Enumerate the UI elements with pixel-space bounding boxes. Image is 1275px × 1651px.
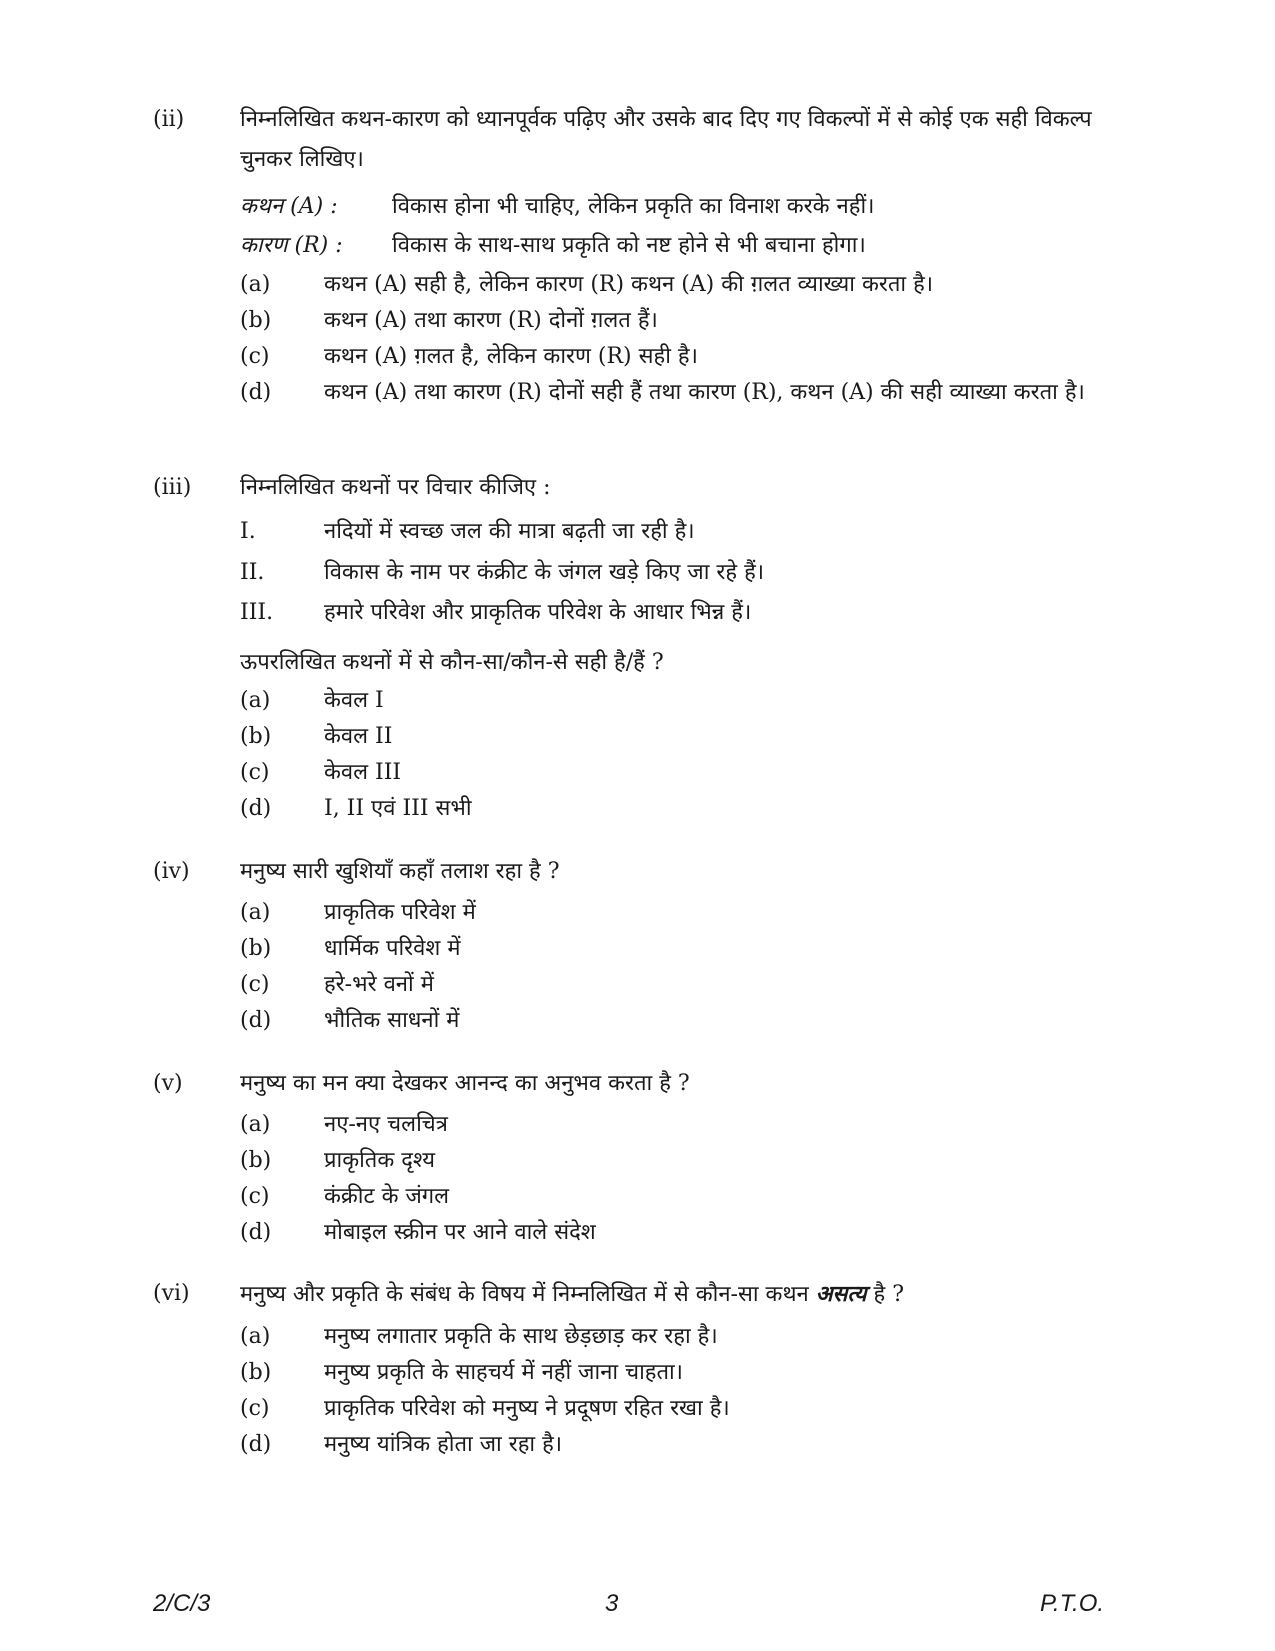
option-text: कंक्रीट के जंगल [324,1184,450,1209]
option-text: मनुष्य यांत्रिक होता जा रहा है। [324,1432,563,1457]
option-text: मनुष्य प्रकृति के साहचर्य में नहीं जाना चाहता। [324,1360,684,1385]
option-text: कथन (A) सही है, लेकिन कारण (R) कथन (A) की ग़लत व्याख्या करता है। [324,272,934,297]
question-number: (ii) [153,107,185,132]
option-label: (d) [240,1220,272,1245]
option-label: (b) [240,1148,272,1173]
prompt-text-before: मनुष्य और प्रकृति के संबंध के विषय में निम्नलिखित में से कौन-सा कथन [240,1282,809,1307]
statement-text: विकास के नाम पर कंक्रीट के जंगल खड़े किए जा रहे हैं। [324,560,765,585]
option-text: प्राकृतिक परिवेश को मनुष्य ने प्रदूषण रहित रखा है। [324,1396,730,1421]
option-label: (c) [240,760,270,785]
option-label: (b) [240,1360,272,1385]
pto-label: P.T.O. [1040,1590,1105,1617]
option-label: (a) [240,1112,271,1137]
option-text: भौतिक साधनों में [324,1008,460,1033]
prompt-text-after: है ? [873,1282,905,1307]
option-label: (d) [240,796,272,821]
question-number: (iii) [153,475,192,500]
question-prompt: निम्नलिखित कथनों पर विचार कीजिए : [240,475,551,500]
option-text: मोबाइल स्क्रीन पर आने वाले संदेश [324,1220,596,1245]
option-label: (b) [240,724,272,749]
statement-text: हमारे परिवेश और प्राकृतिक परिवेश के आधार भिन्न हैं। [324,600,752,625]
option-text: प्राकृतिक परिवेश में [324,900,476,925]
option-text: कथन (A) तथा कारण (R) दोनों ग़लत हैं। [324,308,658,333]
question-number: (iv) [153,859,190,884]
option-label: (d) [240,1008,272,1033]
option-label: (b) [240,936,272,961]
paper-code: 2/C/3 [153,1590,211,1617]
question-number: (vi) [153,1281,190,1306]
page-number: 3 [605,1590,619,1617]
assertion-text: विकास होना भी चाहिए, लेकिन प्रकृति का विनाश करके नहीं। [392,194,875,219]
option-text: केवल I [324,688,384,713]
option-label: (a) [240,688,271,713]
option-label: (a) [240,1324,271,1349]
statement-label: III. [240,600,274,625]
statement-label: II. [240,560,265,585]
assertion-label: कथन (A) : [240,194,338,219]
option-text: कथन (A) ग़लत है, लेकिन कारण (R) सही है। [324,344,698,369]
question-prompt: मनुष्य सारी खुशियाँ कहाँ तलाश रहा है ? [240,859,560,884]
statement-text: नदियों में स्वच्छ जल की मात्रा बढ़ती जा रही है। [324,519,695,544]
prompt-emphasis: असत्य [815,1281,867,1307]
option-label: (a) [240,272,271,297]
reason-text: विकास के साथ-साथ प्रकृति को नष्ट होने से भी बचाना होगा। [392,233,866,258]
reason-label: कारण (R) : [240,233,343,258]
option-label: (c) [240,972,270,997]
option-text: I, II एवं III सभी [324,796,472,821]
question-prompt: निम्नलिखित कथन-कारण को ध्यानपूर्वक पढ़िए और उसके बाद दिए गए विकल्पों में से कोई एक सही विकल्प चुनकर लिखिए। [240,107,1092,172]
option-label: (a) [240,900,271,925]
option-text: कथन (A) तथा कारण (R) दोनों सही हैं तथा कारण (R), कथन (A) की सही व्याख्या करता है। [324,380,1085,405]
statement-label: I. [240,519,256,544]
option-text: प्राकृतिक दृश्य [324,1148,436,1173]
sub-prompt [240,644,1140,681]
option-text: धार्मिक परिवेश में [324,936,461,961]
option-label: (c) [240,1184,270,1209]
option-label: (b) [240,308,272,333]
option-text: हरे-भरे वनों में [324,972,434,997]
option-text: केवल III [324,760,402,785]
option-label: (c) [240,1396,270,1421]
question-number: (v) [153,1071,183,1096]
option-text: मनुष्य लगातार प्रकृति के साथ छेड़छाड़ कर रहा है। [324,1324,718,1349]
question-prompt: मनुष्य का मन क्या देखकर आनन्द का अनुभव करता है ? [240,1071,690,1096]
option-label: (c) [240,344,270,369]
option-label: (d) [240,380,272,405]
sub-prompt-text: ऊपरलिखित कथनों में से कौन-सा/कौन-से सही है/हैं ? [240,650,664,675]
option-label: (d) [240,1432,272,1457]
option-text: नए-नए चलचित्र [324,1112,448,1137]
question-prompt [240,1274,1140,1315]
option-text: केवल II [324,724,393,749]
